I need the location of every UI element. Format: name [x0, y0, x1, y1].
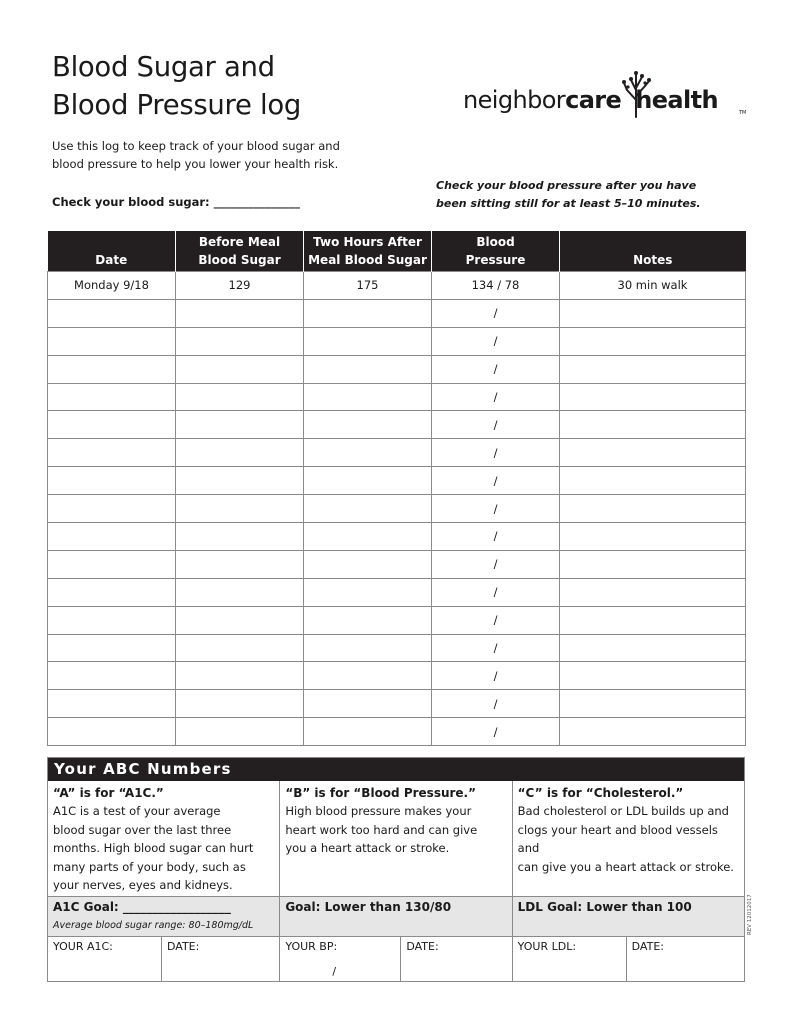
after-meal-cell[interactable] [304, 690, 432, 718]
blood-pressure-cell[interactable]: / [432, 495, 560, 523]
table-row [48, 690, 746, 718]
date-cell[interactable] [48, 299, 176, 327]
bp-slash: / [332, 965, 337, 978]
a1c-title: “A” is for “A1C.” [53, 786, 164, 800]
notes-cell[interactable] [560, 411, 746, 439]
date-cell[interactable] [48, 550, 176, 578]
before-meal-cell[interactable] [176, 718, 304, 746]
after-meal-cell[interactable] [304, 439, 432, 467]
after-meal-cell[interactable] [304, 467, 432, 495]
trademark: TM [739, 110, 747, 116]
bp-title: “B” is for “Blood Pressure.” [285, 786, 477, 800]
table-row [48, 495, 746, 523]
date-cell[interactable] [48, 606, 176, 634]
date-cell[interactable] [48, 634, 176, 662]
blood-pressure-cell[interactable]: / [432, 411, 560, 439]
notes-cell[interactable] [560, 327, 746, 355]
abc-numbers-section [47, 757, 745, 982]
before-meal-cell[interactable] [176, 550, 304, 578]
after-meal-cell[interactable] [304, 634, 432, 662]
notes-cell[interactable] [560, 606, 746, 634]
date-cell[interactable] [48, 690, 176, 718]
before-meal-cell[interactable] [176, 467, 304, 495]
before-meal-cell[interactable] [176, 606, 304, 634]
notes-cell[interactable] [560, 467, 746, 495]
notes-header: Notes [560, 231, 746, 272]
cholesterol-column: “C” is for “Cholesterol.” Bad cholesterol or LDL builds up and clogs your heart and blood vessels and can give you a heart attack or stroke. [512, 781, 744, 896]
table-row [48, 634, 746, 662]
blood-pressure-cell[interactable]: / [432, 383, 560, 411]
after-meal-cell[interactable] [304, 523, 432, 551]
notes-cell[interactable] [560, 634, 746, 662]
before-meal-cell[interactable] [176, 439, 304, 467]
a1c-date-field[interactable]: DATE: [167, 940, 200, 953]
blood-pressure-cell[interactable]: / [432, 690, 560, 718]
date-cell[interactable] [48, 718, 176, 746]
after-meal-cell[interactable] [304, 550, 432, 578]
example-before-meal[interactable]: 129 [176, 272, 304, 300]
ldl-goal: LDL Goal: Lower than 100 [512, 897, 744, 936]
table-row [48, 523, 746, 551]
date-cell[interactable] [48, 383, 176, 411]
after-meal-cell[interactable] [304, 355, 432, 383]
blood-pressure-cell[interactable]: / [432, 327, 560, 355]
a1c-goal-range: Average blood sugar range: 80–180mg/dL [53, 920, 254, 931]
blood-pressure-column: “B” is for “Blood Pressure.” High blood pressure makes your heart work too hard and can give you a heart attack or stroke. [279, 781, 511, 896]
a1c-goal[interactable]: A1C Goal: __________________ Average blood sugar range: 80–180mg/dL [48, 897, 279, 936]
before-meal-cell[interactable] [176, 495, 304, 523]
table-row [48, 327, 746, 355]
notes-cell[interactable] [560, 550, 746, 578]
before-meal-cell[interactable] [176, 690, 304, 718]
notes-cell[interactable] [560, 299, 746, 327]
before-meal-header: Before Meal Blood Sugar [176, 231, 304, 272]
blood-pressure-cell[interactable]: / [432, 718, 560, 746]
notes-cell[interactable] [560, 383, 746, 411]
date-cell[interactable] [48, 578, 176, 606]
log-table [47, 231, 746, 746]
blood-pressure-cell[interactable]: / [432, 523, 560, 551]
table-row [48, 662, 746, 690]
after-meal-cell[interactable] [304, 411, 432, 439]
after-meal-cell[interactable] [304, 299, 432, 327]
example-notes[interactable]: 30 min walk [560, 272, 746, 300]
bp-goal: Goal: Lower than 130/80 [279, 897, 511, 936]
after-meal-cell[interactable] [304, 606, 432, 634]
date-cell[interactable] [48, 662, 176, 690]
cholesterol-title: “C” is for “Cholesterol.” [517, 786, 684, 800]
before-meal-cell[interactable] [176, 662, 304, 690]
example-after-meal[interactable]: 175 [304, 272, 432, 300]
table-row [48, 718, 746, 746]
blood-pressure-cell[interactable]: / [432, 606, 560, 634]
date-cell[interactable] [48, 355, 176, 383]
page-title [52, 48, 301, 124]
table-row [48, 550, 746, 578]
after-meal-cell[interactable] [304, 383, 432, 411]
blood-pressure-cell[interactable]: / [432, 578, 560, 606]
notes-cell[interactable] [560, 355, 746, 383]
table-row [48, 606, 746, 634]
blood-pressure-cell[interactable]: / [432, 550, 560, 578]
abc-heading: Your ABC Numbers [48, 758, 744, 781]
before-meal-cell[interactable] [176, 355, 304, 383]
blood-pressure-cell[interactable]: / [432, 299, 560, 327]
title-line-2: Blood Pressure log [52, 89, 302, 121]
example-blood-pressure[interactable]: 134 / 78 [432, 272, 560, 300]
your-ldl-field[interactable]: YOUR LDL: [513, 937, 627, 982]
blood-pressure-cell[interactable]: / [432, 439, 560, 467]
before-meal-cell[interactable] [176, 327, 304, 355]
table-row [48, 439, 746, 467]
date-cell[interactable] [48, 411, 176, 439]
table-row [48, 411, 746, 439]
table-row-example [48, 272, 746, 300]
before-meal-cell[interactable] [176, 411, 304, 439]
before-meal-cell[interactable] [176, 634, 304, 662]
after-meal-cell[interactable] [304, 327, 432, 355]
title-line-1: Blood Sugar and [52, 51, 275, 83]
after-meal-cell[interactable] [304, 495, 432, 523]
notes-cell[interactable] [560, 439, 746, 467]
after-meal-cell[interactable] [304, 718, 432, 746]
notes-cell[interactable] [560, 523, 746, 551]
date-cell[interactable] [48, 495, 176, 523]
blood-pressure-cell[interactable]: / [432, 355, 560, 383]
date-cell[interactable] [48, 327, 176, 355]
date-cell[interactable] [48, 467, 176, 495]
a1c-column: “A” is for “A1C.” A1C is a test of your average blood sugar over the last three months. High blood sugar can hurt many parts of your body, such as your nerves, eyes and kidneys. [48, 781, 279, 896]
notes-cell[interactable] [560, 495, 746, 523]
intro-text: Use this log to keep track of your blood sugar and blood pressure to help you lower your health risk. [52, 139, 340, 171]
before-meal-cell[interactable] [176, 383, 304, 411]
your-bp-field[interactable]: YOUR BP: / [280, 937, 401, 982]
table-row [48, 383, 746, 411]
table-row [48, 467, 746, 495]
after-meal-cell[interactable] [304, 578, 432, 606]
after-meal-cell[interactable] [304, 662, 432, 690]
notes-cell[interactable] [560, 578, 746, 606]
your-a1c-field[interactable]: YOUR A1C: [48, 937, 162, 982]
date-cell[interactable] [48, 523, 176, 551]
logo-wordmark: neighborcare health [463, 86, 718, 114]
date-header: Date [48, 231, 176, 272]
blood-pressure-cell[interactable]: / [432, 634, 560, 662]
revision-code: REV 12012017 [747, 894, 753, 935]
bp-date-field[interactable]: DATE: [406, 940, 439, 953]
before-meal-cell[interactable] [176, 578, 304, 606]
neighborcare-health-logo [463, 70, 745, 128]
ldl-date-field[interactable]: DATE: [631, 940, 664, 953]
notes-cell[interactable] [560, 690, 746, 718]
blood-pressure-cell[interactable]: / [432, 467, 560, 495]
notes-cell[interactable] [560, 718, 746, 746]
table-row [48, 299, 746, 327]
before-meal-cell[interactable] [176, 523, 304, 551]
date-cell[interactable] [48, 439, 176, 467]
blood-pressure-cell[interactable]: / [432, 662, 560, 690]
log-header-row [48, 231, 746, 272]
blood-pressure-note: Check your blood pressure after you have been sitting still for at least 5–10 minutes. [436, 179, 701, 210]
blood-sugar-check-line[interactable]: Check your blood sugar: _______________ [52, 195, 300, 209]
blood-pressure-header: Blood Pressure [432, 231, 560, 272]
after-meal-header: Two Hours After Meal Blood Sugar [304, 231, 432, 272]
table-row [48, 578, 746, 606]
table-row [48, 355, 746, 383]
notes-cell[interactable] [560, 662, 746, 690]
before-meal-cell[interactable] [176, 299, 304, 327]
example-date[interactable]: Monday 9/18 [48, 272, 176, 300]
